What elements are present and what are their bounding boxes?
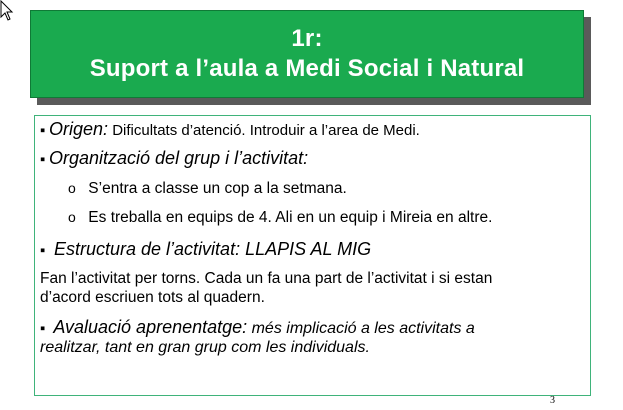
sub-bullet-classe: [68, 180, 347, 198]
bullet-origen: [40, 119, 420, 140]
paragraph-line: d’acord escriuen tots al quadern.: [40, 289, 265, 306]
circle-bullet-icon: o: [68, 180, 76, 196]
circle-bullet-icon: o: [68, 209, 76, 225]
bullet-estructura: [40, 239, 371, 260]
bullet-text-continued: realitzar, tant en gran grup com les individuals.: [40, 339, 370, 356]
slide-title: Suport a l’aula a Medi Social i Natural: [89, 55, 525, 82]
page-number: 3: [550, 395, 555, 406]
bullet-avaluacio: [40, 318, 580, 357]
bullet-label: Origen:: [49, 119, 109, 139]
square-bullet-icon: ▪: [40, 320, 46, 337]
sub-bullet-equips: [68, 209, 492, 227]
square-bullet-icon: ▪: [40, 151, 46, 168]
bullet-organitzacio: [40, 148, 308, 169]
mouse-pointer-icon: [0, 0, 14, 22]
bullet-label: Organització del grup i l’activitat:: [49, 148, 309, 168]
square-bullet-icon: ▪: [40, 122, 46, 139]
slide-title-number: 1r:: [291, 25, 323, 52]
square-bullet-icon: ▪: [40, 242, 46, 259]
paragraph-line: Fan l’activitat per torns. Cada un fa una part de l’activitat i si estan: [40, 270, 493, 287]
bullet-text: més implicació a les activitats a: [247, 320, 475, 337]
sub-bullet-text: S’entra a classe un cop a la setmana.: [84, 180, 347, 197]
bullet-text: Dificultats d’atenció. Introduir a l’area de Medi.: [108, 122, 420, 139]
title-box: [30, 10, 584, 98]
bullet-label: Estructura de l’activitat: LLAPIS AL MIG: [49, 239, 372, 259]
paragraph-torns: [40, 269, 580, 307]
sub-bullet-text: Es treballa en equips de 4. Ali en un equip i Mireia en altre.: [84, 209, 493, 226]
bullet-label: Avaluació aprenentatge:: [49, 317, 248, 337]
